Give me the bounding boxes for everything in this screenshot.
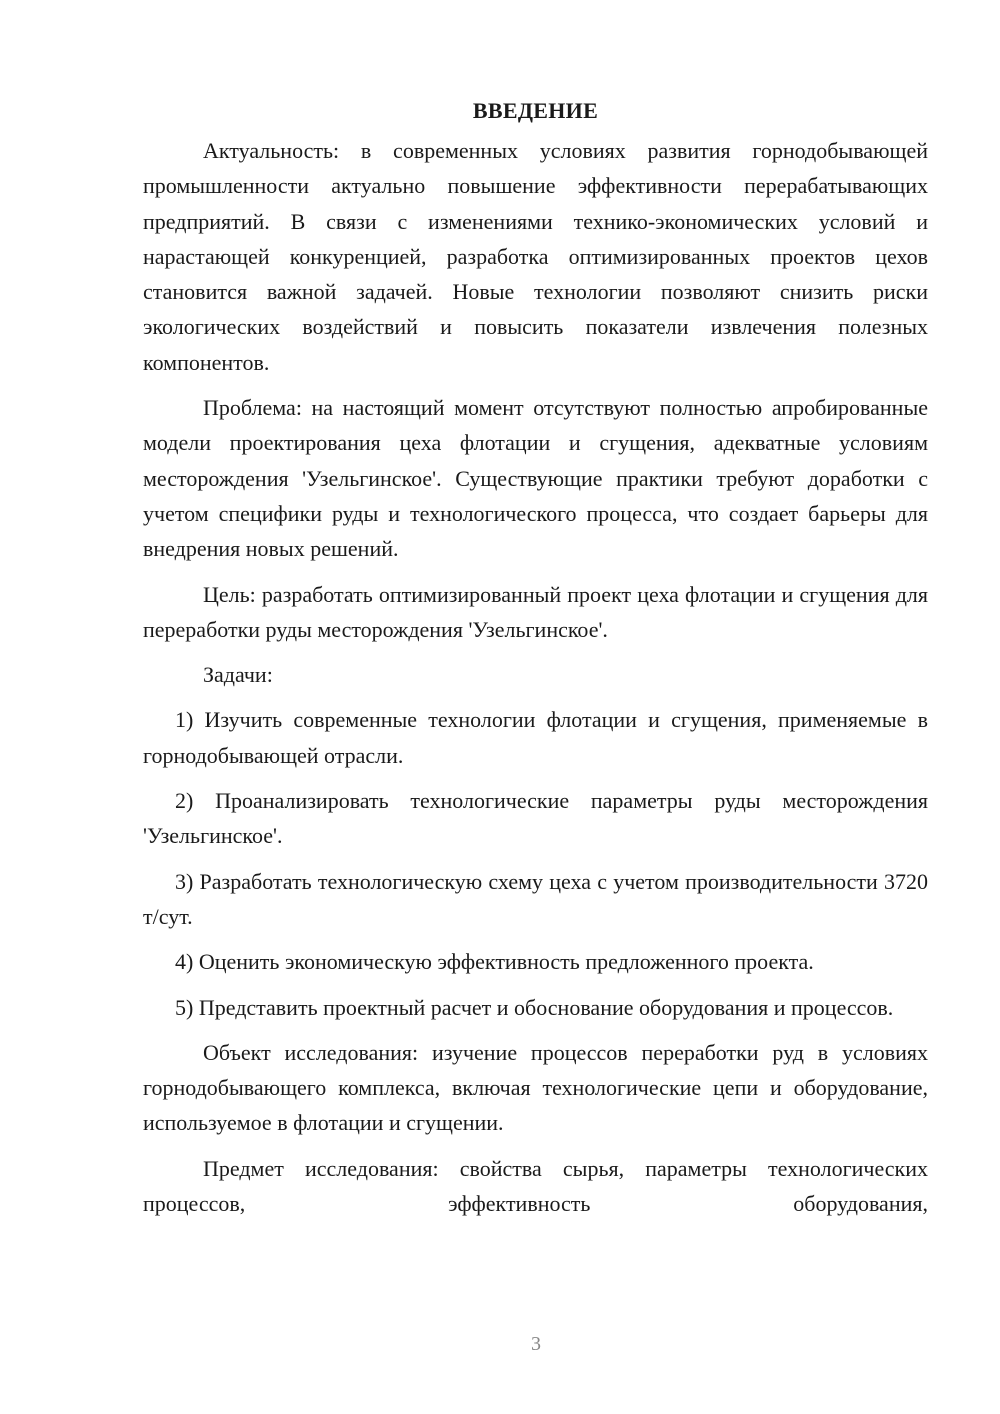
page-title: ВВЕДЕНИЕ [472, 98, 599, 123]
object-paragraph: Объект исследования: изучение процессов переработки руд в условиях горнодобывающего комплекса, включая технологические цепи и оборудование, используемое в флотации и сгущении. [143, 1039, 928, 1136]
task-item-3: 3) Разработать технологическую схему цеха с учетом производительности 3720 т/сут. [143, 868, 928, 929]
task-item-1: 1) Изучить современные технологии флотации и сгущения, применяемые в горнодобывающей отрасли. [143, 707, 928, 768]
problem-paragraph: Проблема: на настоящий момент отсутствуют полностью апробированные модели проектирования цеха флотации и сгущения, адекватные условиям месторождения 'Узельгинское'. Существующие практики требуют доработки с учетом специфики руды и технологического процесса, что создает барьеры для внедрения новых решений. [143, 395, 928, 562]
task-item-2: 2) Проанализировать технологические параметры руды месторождения 'Узельгинское'. [143, 788, 928, 849]
task-item-4: 4) Оценить экономическую эффективность предложенного проекта. [175, 949, 814, 975]
relevance-paragraph: Актуальность: в современных условиях развития горнодобывающей промышленности актуально повышение эффективности перерабатывающих предприятий. В связи с изменениями технико-экономических условий и нарастающей конкуренцией, разработка оптимизированных проектов цехов становится важной задачей. Новые технологии позволяют снизить риски экологических воздействий и повысить показатели извлечения полезных компонентов. [143, 138, 928, 375]
subject-paragraph: Предмет исследования: свойства сырья, параметры технологических процессов, эффективность оборудования, [143, 1155, 928, 1217]
page-number: 3 [531, 1333, 541, 1355]
tasks-label: Задачи: [203, 662, 273, 688]
document-page [143, 95, 928, 1231]
task-item-5: 5) Представить проектный расчет и обоснование оборудования и процессов. [175, 994, 894, 1020]
goal-paragraph: Цель: разработать оптимизированный проект цеха флотации и сгущения для переработки руды месторождения 'Узельгинское'. [143, 581, 928, 642]
